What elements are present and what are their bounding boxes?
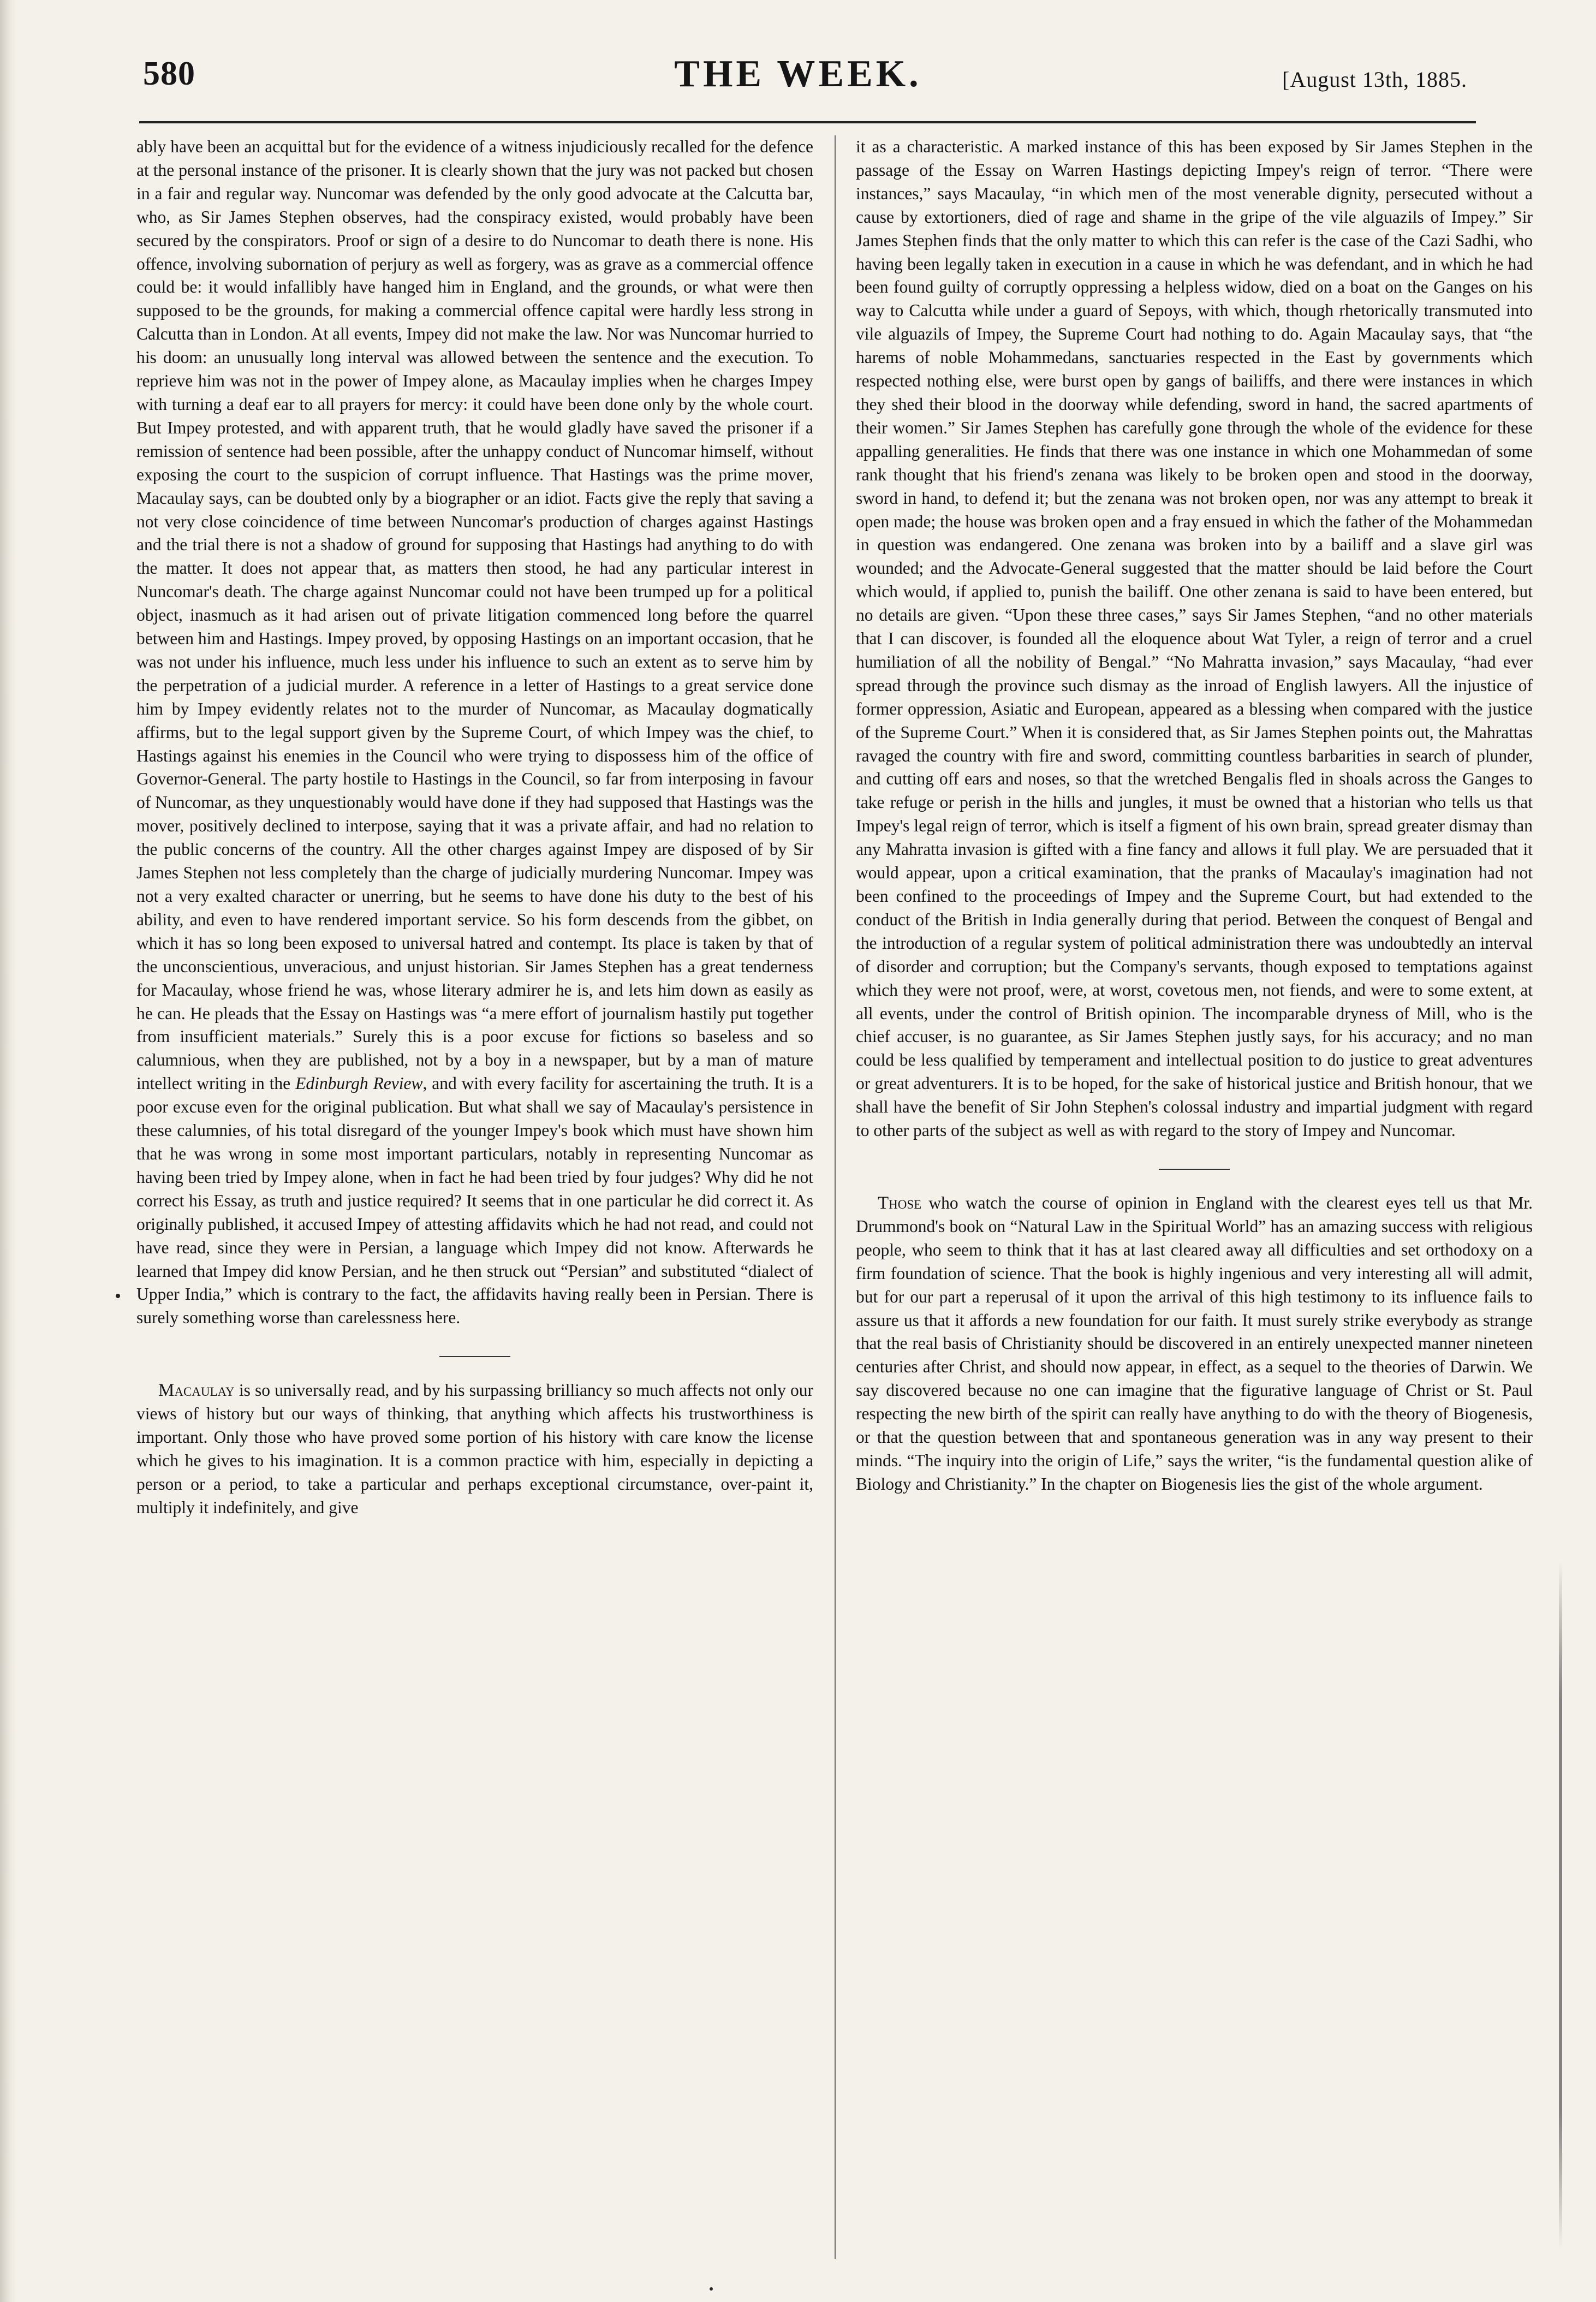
ink-speck	[710, 2287, 713, 2291]
left-article-paragraph	[136, 135, 813, 1330]
edinburgh-review-title: Edinburgh Review	[295, 1074, 423, 1093]
ink-speck	[116, 1294, 120, 1298]
right-paragraph-text: it as a characteristic. A marked instance of this has been exposed by Sir James Stephen in the passage of the Essay on Warren Hastings depicting Impey's reign of terror. “There were instances,” says Macaulay, “in which men of the most venerable dignity, persecuted without a cause by extortioners, died of rage and shame in the gripe of the vile alguazils of Impey.” Sir James Stephen finds that the only matter to which this can refer is the case of the Cazi Sadhi, who having been legally taken in execution in a cause in which he was defendant, and in which he had been found guilty of corruptly oppressing a helpless widow, died on a boat on the Ganges on his way to Calcutta while under a guard of Sepoys, with which, though rhetorically transmuted into vile alguazils of Impey, the Supreme Court had nothing to do. Again Macaulay says, that “the harems of noble Mohammedans, sanctuaries respected in the East by governments which respected nothing else, were burst open by gangs of bailiffs, and there were instances in which they shed their blood in the doorway while defending, sword in hand, the sacred apartments of their women.” Sir James Stephen has carefully gone through the whole of the evidence for these appalling generalities. He finds that there was one instance in which one Mohammedan of some rank thought that his friend's zenana was likely to be broken open and stood in the doorway, sword in hand, to defend it; but the zenana was not broken open, nor was any attempt to break it open made; the house was broken open and a fray ensued in which the father of the Mohammedan in question was endangered. One zenana was broken into by a bailiff and a slave girl was wounded; and the Advocate-General suggested that the matter should be laid before the Court which would, if applied to, punish the bailiff. One other zenana is said to have been entered, but no details are given. “Upon these three cases,” says Sir James Stephen, “and no other materials that I can discover, is founded all the eloquence about Wat Tyler, a reign of terror and a cruel humiliation of all the nobility of Bengal.” “No Mahratta invasion,” says Macaulay, “had ever spread through the province such dismay as the inroad of English lawyers. All the injustice of former oppression, Asiatic and European, appeared as a blessing when compared with the justice of the Supreme Court.” When it is considered that, as Sir James Stephen points out, the Mahrattas ravaged the country with fire and sword, committing countless barbarities in search of plunder, and cutting off ears and noses, so that the wretched Bengalis fled in shoals across the Ganges to take refuge or perish in the hills and jungles, it must be owned that a historian who tells us that Impey's legal reign of terror, which is itself a figment of his own brain, spread greater dismay than any Mahratta invasion is gifted with a fine fancy and allows it full play. We are persuaded that it would appear, upon a critical examination, that the pranks of Macaulay's imagination had not been confined to the proceedings of Impey and the Supreme Court, but had extended to the conduct of the British in India generally during that period. Between the conquest of Bengal and the introduction of a regular system of political administration there was undoubtedly an interval of disorder and corruption; but the Company's servants, though exposed to temptations against which they were not proof, were, at worst, covetous men, not fiends, and were to some extent, at all events, under the control of British opinion. The incomparable dryness of Mill, who is the chief accuser, is no guarantee, as Sir James Stephen justly says, for his accuracy; and no man could be less qualified by temperament and intellectual position to do justice to great adventures or great adventurers. It is to be hoped, for the sake of historical justice and British honour, that we shall have the benefit of Sir John Stephen's colossal industry and impartial judgment with regard to other parts of the subject as well as with regard to the story of Impey and Nuncomar.	[856, 137, 1533, 1140]
header-rule	[139, 121, 1476, 123]
masthead-title: THE WEEK.	[674, 53, 922, 95]
macaulay-paragraph	[136, 1379, 813, 1519]
left-paragraph-text: ably have been an acquittal but for the evidence of a witness injudiciously recalled for the defence at the personal instance of the prisoner. It is clearly shown that the jury was not packed but chosen in a fair and regular way. Nuncomar was defended by the only good advocate at the Calcutta bar, who, as Sir James Stephen observes, had the conspiracy existed, would probably have been secured by the conspirators. Proof or sign of a desire to do Nuncomar to death there is none. His offence, involving subornation of perjury as well as forgery, was as grave as a commercial offence could be: it would infallibly have hanged him in England, and the grounds, or what were then supposed to be the grounds, for making a commercial offence capital were hardly less strong in Calcutta than in London. At all events, Impey did not make the law. Nor was Nuncomar hurried to his doom: an unusually long interval was allowed between the sentence and the execution. To reprieve him was not in the power of Impey alone, as Macaulay implies when he charges Impey with turning a deaf ear to all prayers for mercy: it could have been done only by the whole court. But Impey protested, and with apparent truth, that he would gladly have saved the prisoner if a remission of sentence had been possible, after the unhappy conduct of Nuncomar himself, without exposing the court to the suspicion of corrupt influence. That Hastings was the prime mover, Macaulay says, can be doubted only by a biographer or an idiot. Facts give the reply that saving a not very close coincidence of time between Nuncomar's production of charges against Hastings and the trial there is not a shadow of ground for supposing that Hastings had anything to do with the matter. It does not appear that, as matters then stood, he had any particular interest in Nuncomar's death. The charge against Nuncomar could not have been trumped up for a political object, inasmuch as it had arisen out of private litigation commenced long before the quarrel between him and Hastings. Impey proved, by opposing Hastings on an important occasion, that he was not under his influence, much less under his influence to such an extent as to serve him by the perpetration of a judicial murder. A reference in a letter of Hastings to a great service done him by Impey evidently relates not to the murder of Nuncomar, as Macaulay dogmatically affirms, but to the legal support given by the Supreme Court, of which Impey was the chief, to Hastings against his enemies in the Council who were trying to dispossess him of the office of Governor-General. The party hostile to Hastings in the Council, so far from interposing in favour of Nuncomar, as they unquestionably would have done if they had supposed that Hastings was the mover, positively declined to interpose, saying that it was a private affair, and had no relation to the public concerns of the country. All the other charges against Impey are disposed of by Sir James Stephen not less completely than the charge of judicially murdering Nuncomar. Impey was not a very exalted character or unerring, but he seems to have done his duty to the best of his ability, and even to have rendered important service. So his form descends from the gibbet, on which it has so long been exposed to universal hatred and contempt. Its place is taken by that of the unconscientious, unveracious, and unjust historian. Sir James Stephen has a great tenderness for Macaulay, whose friend he was, whose literary admirer he is, and lets him down as easily as he can. He pleads that the Essay on Hastings was “a mere effort of journalism hastily put together from insufficient materials.” Surely this is a poor excuse for fictions so baseless and so calumnious, when they are published, not by a boy in a newspaper, but by a man of mature intellect writing in the	[136, 137, 813, 1093]
page-number: 580	[143, 55, 195, 92]
drummond-paragraph	[856, 1192, 1533, 1496]
right-article-paragraph	[856, 135, 1533, 1143]
page-edge-shadow	[1559, 1561, 1562, 2249]
drummond-paragraph-text: who watch the course of opinion in England with the clearest eyes tell us that Mr. Drummond's book on “Natural Law in the Spiritual World” has an amazing success with religious people, who seem to think that it has at last cleared away all difficulties and set orthodoxy on a firm foundation of science. That the book is highly ingenious and very interesting all will admit, but for our part a reperusal of it upon the arrival of this high testimony to its influence fails to assure us that it affords a new foundation for our faith. It must surely strike everybody as strange that the real basis of Christianity should be discovered in an entirely unexpected manner nineteen centuries after Christ, and should now appear, in effect, as a sequel to the theories of Darwin. We say discovered because no one can imagine that the figurative language of Christ or St. Paul respecting the new birth of the spirit can really have anything to do with the theory of Biogenesis, or that the question between that and spontaneous generation was in any way present to their minds. “The inquiry into the origin of Life,” says the writer, “is the fundamental question alike of Biology and Christianity.” In the chapter on Biogenesis lies the gist of the whole argument.	[856, 1193, 1533, 1494]
issue-date: [August 13th, 1885.	[1282, 67, 1467, 92]
left-paragraph-text-end: , and with every facility for ascertaining the truth. It is a poor excuse even for the original publication. But what shall we say of Macaulay's persistence in these calumnies, of his total disregard of the younger Impey's book which must have shown him that he was wrong in some most important particulars, notably in representing Nuncomar as having been tried by Impey alone, when in fact he had been tried by four judges? Why did he not correct his Essay, as truth and justice required? It seems that in one particular he did correct it. As originally published, it accused Impey of attesting affidavits which he had not read, and could not have read, since they were in Persian, a language which Impey did not know. Afterwards he learned that Impey did know Persian, and he then struck out “Persian” and substituted “dialect of Upper India,” which is contrary to the fact, the affidavits having really been in Persian. There is surely something worse than carelessness here.	[136, 1074, 814, 1328]
right-column	[856, 135, 1533, 1496]
section-divider	[439, 1356, 510, 1357]
paragraph-lead-word: Macaulay	[158, 1381, 235, 1401]
macaulay-paragraph-text: is so universally read, and by his surpassing brilliancy so much affects not only our views of history but our ways of thinking, that anything which affects his trustworthiness is important. Only those who have proved some portion of his history with care know the license which he gives to his imagination. It is a common practice with him, especially in depicting a person or a period, to take a particular and perhaps exceptional circumstance, over-paint it, multiply it indefinitely, and give	[136, 1381, 813, 1517]
paragraph-lead-word: Those	[878, 1193, 922, 1213]
page-binding-shadow	[0, 0, 16, 2302]
section-divider	[1159, 1169, 1230, 1170]
left-column	[136, 135, 813, 1520]
column-divider	[835, 135, 836, 2259]
page-header	[0, 0, 1596, 136]
